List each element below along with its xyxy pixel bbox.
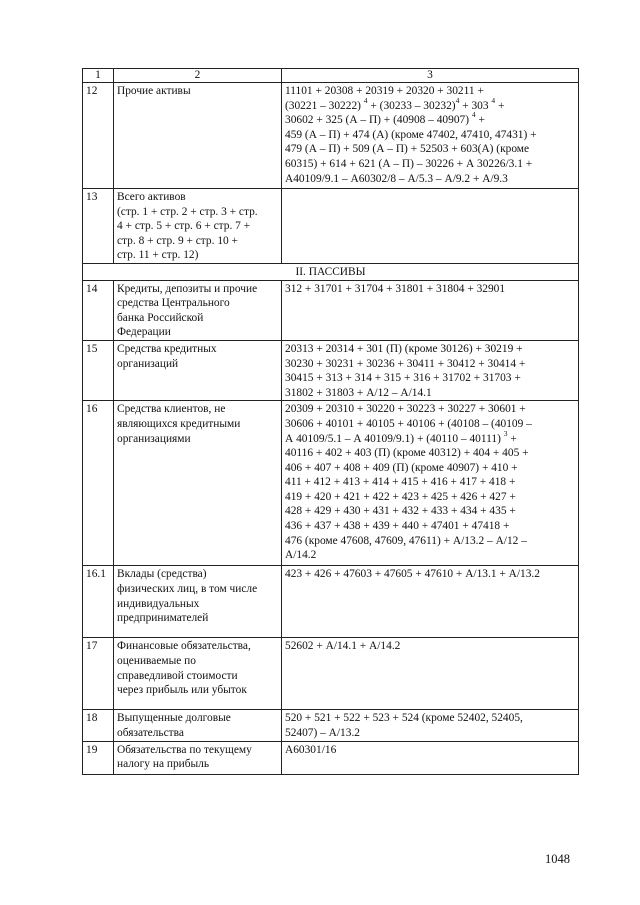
- row-number: 16.1: [83, 566, 114, 638]
- row-label: Средства кредитных организаций: [114, 340, 282, 400]
- formula-text: 20309 + 20310 + 30220 + 30223 + 30227 + 30601 + 30606 + 40101 + 40105 + 40106 + (40108 – (40109 – А 40109/5.1 – А 40109/9.1) + (40110 – 40111): [285, 403, 532, 445]
- row-number: 16: [83, 401, 114, 566]
- table-row: [83, 566, 579, 638]
- row-number: 14: [83, 280, 114, 340]
- formula-text: 520 + 521 + 522 + 523 + 524 (кроме 52402, 52405, 52407) – А/13.2: [285, 712, 523, 739]
- formula-text: + 459 (А – П) + 474 (А) (кроме 47402, 47410, 47431) + 479 (А – П) + 509 (А – П) + 52503 + 603(А) (кроме 60315) + 614 + 621 (А – П) – 30226 + А 30226/3.1 + А40109/9.1 – А60302/8 – А/5.3 – А/9.2 + А/9.3: [285, 114, 537, 185]
- row-label: Средства клиентов, не являющихся кредитными организациями: [114, 401, 282, 566]
- page-number: 1048: [545, 852, 570, 866]
- row-number: 15: [83, 340, 114, 400]
- table-row: [83, 401, 579, 566]
- row-formula: [282, 340, 579, 400]
- row-label: Обязательства по текущему налогу на прибыль: [114, 741, 282, 774]
- row-number: 19: [83, 741, 114, 774]
- row-formula: [282, 741, 579, 774]
- table-row: [83, 710, 579, 741]
- footnote-marker: 3: [503, 428, 508, 438]
- formula-text: + (30233 – 30232): [367, 99, 456, 112]
- row-number: 13: [83, 189, 114, 264]
- footnote-marker: 4: [455, 95, 460, 105]
- table-row: [83, 638, 579, 710]
- table-row: [83, 280, 579, 340]
- formula-text: А60301/16: [285, 743, 337, 756]
- row-formula: [282, 401, 579, 566]
- table-header-row: [83, 69, 579, 83]
- header-col-1: 1: [83, 69, 114, 83]
- accounts-table: [82, 68, 579, 775]
- formula-text: + 303: [459, 99, 492, 112]
- row-number: 12: [83, 83, 114, 189]
- footnote-marker: 4: [491, 95, 496, 105]
- row-label: Кредиты, депозиты и прочие средства Центрального банка Российской Федерации: [114, 280, 282, 340]
- row-label: Всего активов (стр. 1 + стр. 2 + стр. 3 + стр. 4 + стр. 5 + стр. 6 + стр. 7 + стр. 8 + стр. 9 + стр. 10 + стр. 11 + стр. 12): [114, 189, 282, 264]
- formula-text: + 40116 + 402 + 403 (П) (кроме 40312) + 404 + 405 + 406 + 407 + 408 + 409 (П) (кроме 40907) + 410 + 411 + 412 + 413 + 414 + 415 + 416 + 417 + 418 + 419 + 420 + 421 + 422 + 423 + 425 + 426 + 427 + 428 + 429 + 430 + 431 + 432 + 433 + 434 + 435 + 436 + 437 + 438 + 439 + 440 + 47401 + 47418 + 476 (кроме 47608, 47609, 47611) + А/13.2 – А/12 – А/14.2: [285, 432, 529, 562]
- row-label: Прочие активы: [114, 83, 282, 189]
- row-formula: [282, 280, 579, 340]
- footnote-marker: 4: [471, 110, 476, 120]
- row-number: 18: [83, 710, 114, 741]
- row-formula: [282, 710, 579, 741]
- formula-text: 312 + 31701 + 31704 + 31801 + 31804 + 32901: [285, 282, 506, 295]
- header-col-2: 2: [114, 69, 282, 83]
- formula-text: 11101 + 20308 + 20319 + 20320 + 30211 + (30221 – 30222): [285, 85, 484, 112]
- header-col-3: 3: [282, 69, 579, 83]
- formula-text: 20313 + 20314 + 301 (П) (кроме 30126) + 30219 + 30230 + 30231 + 30236 + 30411 + 30412 + 30414 + 30415 + 313 + 314 + 315 + 316 + 31702 + 31703 + 31802 + 31803 + А/12 – А/14.1: [285, 342, 526, 399]
- row-formula: [282, 566, 579, 638]
- row-formula: [282, 638, 579, 710]
- table-row: [83, 741, 579, 774]
- row-formula: [282, 189, 579, 264]
- row-label: Вклады (средства) физических лиц, в том числе индивидуальных предпринимателей: [114, 566, 282, 638]
- table-body: [83, 69, 579, 775]
- row-label: Выпущенные долговые обязательства: [114, 710, 282, 741]
- formula-text: 52602 + А/14.1 + А/14.2: [285, 640, 401, 653]
- section-title: II. ПАССИВЫ: [83, 263, 579, 280]
- row-formula: [282, 83, 579, 189]
- table-row: [83, 340, 579, 400]
- formula-text: 423 + 426 + 47603 + 47605 + 47610 + А/13.1 + А/13.2: [285, 568, 540, 581]
- table-row: [83, 83, 579, 189]
- row-label: Финансовые обязательства, оцениваемые по справедливой стоимости через прибыль или убыток: [114, 638, 282, 710]
- table-row: [83, 189, 579, 264]
- section-row: [83, 263, 579, 280]
- formula-text: + 30602 + 325 (А – П) + (40908 – 40907): [285, 99, 505, 127]
- footnote-marker: 4: [363, 95, 368, 105]
- row-number: 17: [83, 638, 114, 710]
